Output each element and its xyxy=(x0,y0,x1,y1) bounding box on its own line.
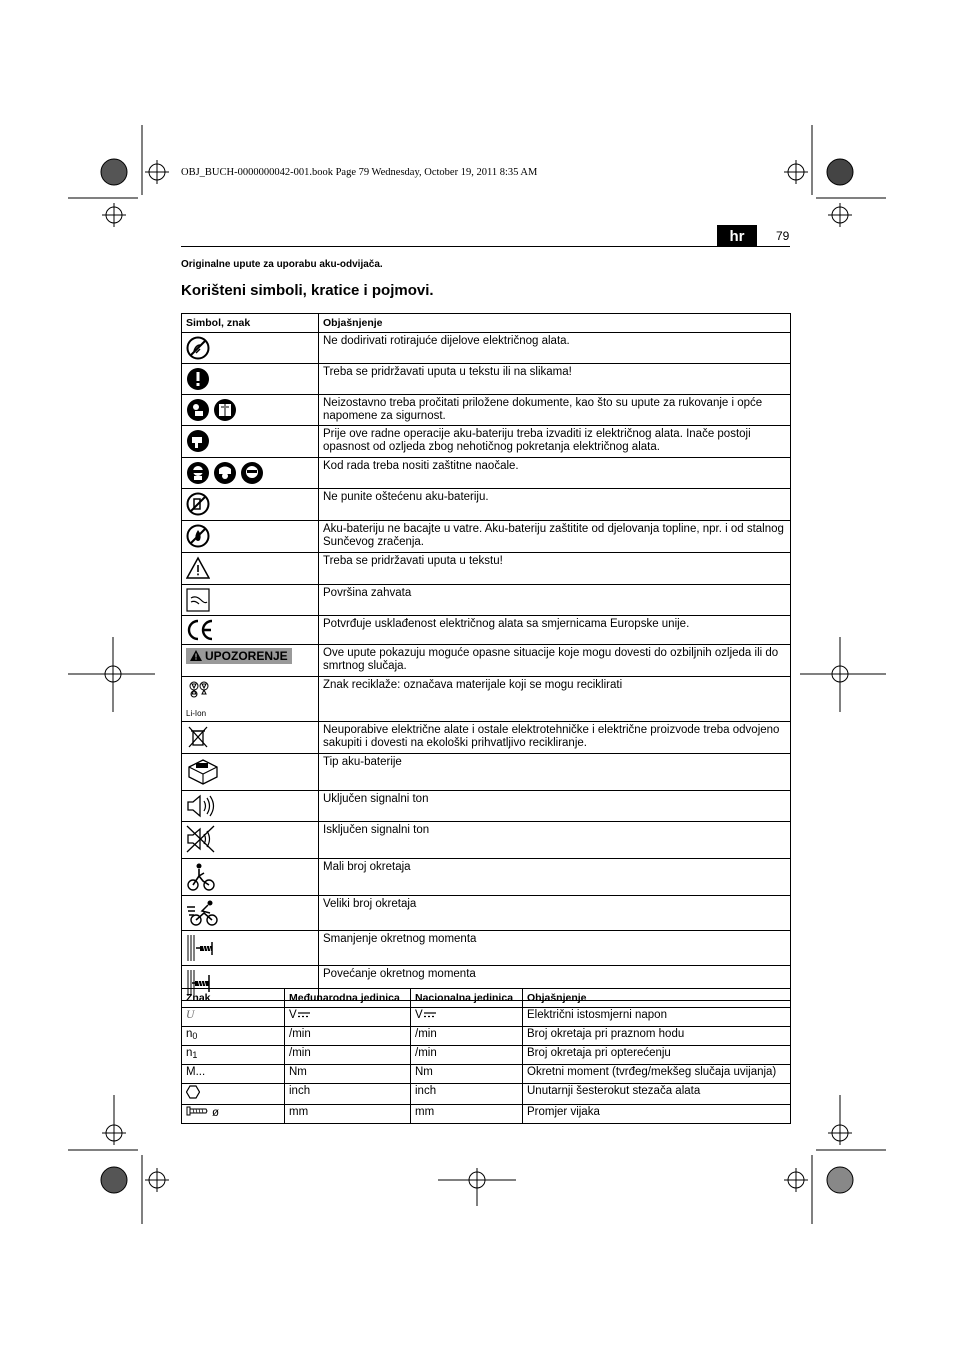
exclamation-icon xyxy=(186,367,213,379)
table-row xyxy=(182,859,791,896)
symbol-cell xyxy=(182,395,319,426)
symbol-cell xyxy=(182,677,319,722)
screw-icon xyxy=(186,1107,208,1119)
symbol-cell xyxy=(182,859,319,896)
torque-low-icon xyxy=(186,934,223,946)
table-row xyxy=(182,1084,791,1105)
sign-cell xyxy=(182,1027,285,1046)
symbol-cell xyxy=(182,791,319,822)
grip-surface-icon xyxy=(186,588,213,600)
explanation-cell: Neuporabive električne alate i ostale elektrotehničke i električne proizvode treba odvojeno sakupiti i dovesti na ekološki prihvatljivo recikliranje. xyxy=(319,722,791,754)
icon-label: Li-Ion xyxy=(186,709,207,718)
explanation-cell: Površina zahvata xyxy=(319,585,791,616)
language-badge: hr xyxy=(717,225,757,247)
goggles-icon xyxy=(240,461,267,473)
no-touch-rotating-icon xyxy=(186,336,213,348)
sign-text: ø xyxy=(212,1107,220,1119)
explanation-cell: Smanjenje okretnog momenta xyxy=(319,931,791,966)
explanation-cell: Ne dodirivati rotirajuće dijelove električnog alata. xyxy=(319,333,791,364)
table-row xyxy=(182,1027,791,1046)
safety-glasses-icon xyxy=(186,461,213,473)
table-row xyxy=(182,677,791,722)
symbols-table xyxy=(181,313,791,1001)
symbol-cell xyxy=(182,822,319,859)
header-rule xyxy=(181,246,790,247)
torque-high-icon xyxy=(186,969,223,981)
table-row xyxy=(182,333,791,364)
explanation-cell: Tip aku-baterije xyxy=(319,754,791,791)
sign-cell xyxy=(182,1105,285,1124)
table-row xyxy=(182,822,791,859)
table-row xyxy=(182,364,791,395)
national-unit-cell xyxy=(411,1065,523,1084)
table-row xyxy=(182,791,791,822)
symbol-cell xyxy=(182,896,319,931)
symbols-table-header xyxy=(182,314,791,333)
table-row xyxy=(182,645,791,677)
page-number: 79 xyxy=(776,229,790,243)
battery-pack-icon xyxy=(186,757,223,769)
table-row xyxy=(182,395,791,426)
symbol-cell xyxy=(182,458,319,489)
sign-cell xyxy=(182,1084,285,1105)
warning-triangle-icon xyxy=(190,649,205,663)
table-row xyxy=(182,931,791,966)
table-row xyxy=(182,1046,791,1065)
unit-text: inch xyxy=(289,1085,311,1097)
symbol-cell xyxy=(182,645,319,677)
no-charge-damaged-battery-icon xyxy=(186,492,213,504)
warning-badge: UPOZORENJE xyxy=(205,649,288,663)
units-table-header xyxy=(182,989,791,1008)
column-header: Međunarodna jedinica xyxy=(285,989,411,1008)
crossed-bin-icon xyxy=(186,725,213,737)
symbol-cell xyxy=(182,364,319,395)
sign-subscript: 1 xyxy=(192,1050,198,1060)
ce-mark-icon xyxy=(186,619,217,631)
column-header: Znak xyxy=(182,989,285,1008)
sign-cell xyxy=(182,1065,285,1084)
table-row xyxy=(182,1008,791,1027)
sign-subscript: 0 xyxy=(192,1031,198,1041)
table-row xyxy=(182,489,791,521)
unit-text: V xyxy=(415,1009,423,1021)
speaker-on-icon xyxy=(186,794,219,806)
national-unit-cell xyxy=(411,1027,523,1046)
explanation-cell: Električni istosmjerni napon xyxy=(523,1008,791,1027)
explanation-cell: Potvrđuje usklađenost električnog alata sa smjernicama Europske unije. xyxy=(319,616,791,645)
book-icon xyxy=(213,398,240,410)
sign-text: n xyxy=(186,1047,193,1059)
sign-text: M... xyxy=(186,1066,206,1078)
national-unit-cell xyxy=(411,1046,523,1065)
table-row xyxy=(182,553,791,585)
explanation-cell: Broj okretaja pri opterećenju xyxy=(523,1046,791,1065)
table-row xyxy=(182,521,791,553)
table-row xyxy=(182,1105,791,1124)
explanation-cell: Isključen signalni ton xyxy=(319,822,791,859)
explanation-cell: Znak reciklaže: označava materijale koji se mogu reciklirati xyxy=(319,677,791,722)
explanation-cell: Ne punite oštećenu aku-bateriju. xyxy=(319,489,791,521)
slow-bicycle-icon xyxy=(186,862,219,874)
explanation-cell: Okretni moment (tvrđeg/mekšeg slučaja uvijanja) xyxy=(523,1065,791,1084)
international-unit-cell xyxy=(285,1027,411,1046)
column-header: Objašnjenje xyxy=(523,989,791,1008)
column-header: Simbol, znak xyxy=(182,314,319,333)
unit-text: /min xyxy=(289,1028,311,1040)
table-row xyxy=(182,1065,791,1084)
symbol-cell xyxy=(182,931,319,966)
unit-text: mm xyxy=(289,1106,309,1118)
unit-text: inch xyxy=(415,1085,437,1097)
explanation-cell: Aku-bateriju ne bacajte u vatre. Aku-bateriju zaštitite od djelovanja topline, npr. i od stalnog Sunčevog zračenja. xyxy=(319,521,791,553)
explanation-cell: Kod rada treba nositi zaštitne naočale. xyxy=(319,458,791,489)
symbol-cell xyxy=(182,521,319,553)
table-row xyxy=(182,585,791,616)
column-header: Nacionalna jedinica xyxy=(411,989,523,1008)
table-row xyxy=(182,458,791,489)
hexagon-icon xyxy=(186,1090,200,1102)
explanation-cell: Treba se pridržavati uputa u tekstu ili na slikama! xyxy=(319,364,791,395)
international-unit-cell xyxy=(285,1084,411,1105)
symbol-cell xyxy=(182,754,319,791)
recycle-li-ion-icon xyxy=(186,680,215,692)
unit-text: mm xyxy=(415,1106,435,1118)
national-unit-cell xyxy=(411,1084,523,1105)
dc-symbol-icon xyxy=(423,1009,436,1021)
explanation-cell: Veliki broj okretaja xyxy=(319,896,791,931)
international-unit-cell xyxy=(285,1105,411,1124)
read-manual-icon xyxy=(186,398,213,410)
symbol-cell xyxy=(182,553,319,585)
sign-cell xyxy=(182,1008,285,1027)
unit-text: /min xyxy=(415,1028,437,1040)
explanation-cell: Mali broj okretaja xyxy=(319,859,791,896)
sign-text: n xyxy=(186,1028,193,1040)
table-row xyxy=(182,754,791,791)
symbol-cell xyxy=(182,426,319,458)
explanation-cell: Povećanje okretnog momenta xyxy=(319,966,791,1001)
page-title: Korišteni simboli, kratice i pojmovi. xyxy=(181,282,434,299)
print-header: OBJ_BUCH-0000000042-001.book Page 79 Wednesday, October 19, 2011 8:35 AM xyxy=(181,167,538,178)
national-unit-cell xyxy=(411,1105,523,1124)
explanation-cell: Treba se pridržavati uputa u tekstu! xyxy=(319,553,791,585)
symbol-cell xyxy=(182,585,319,616)
symbol-cell xyxy=(182,489,319,521)
national-unit-cell xyxy=(411,1008,523,1027)
symbol-cell xyxy=(182,722,319,754)
explanation-cell: Uključen signalni ton xyxy=(319,791,791,822)
warning-triangle-icon xyxy=(186,556,213,568)
remove-battery-icon xyxy=(186,429,213,441)
dc-symbol-icon xyxy=(297,1009,310,1021)
unit-text: Nm xyxy=(289,1066,307,1078)
unit-text: /min xyxy=(289,1047,311,1059)
table-row xyxy=(182,896,791,931)
explanation-cell: Unutarnji šesterokut stezača alata xyxy=(523,1084,791,1105)
subtitle: Originalne upute za uporabu aku-odvijača. xyxy=(181,259,383,270)
explanation-cell: Promjer vijaka xyxy=(523,1105,791,1124)
fast-bicycle-icon xyxy=(186,899,223,911)
explanation-cell: Broj okretaja pri praznom hodu xyxy=(523,1027,791,1046)
explanation-cell: Prije ove radne operacije aku-bateriju treba izvaditi iz električnog alata. Inače postoji opasnost od ozljeda zbog nehotičnog pokretanja električnog alata. xyxy=(319,426,791,458)
no-fire-icon xyxy=(186,524,213,536)
sign-cell xyxy=(182,1046,285,1065)
international-unit-cell xyxy=(285,1046,411,1065)
unit-text: Nm xyxy=(415,1066,433,1078)
unit-text: /min xyxy=(415,1047,437,1059)
upozorenje-label xyxy=(186,648,292,664)
international-unit-cell xyxy=(285,1065,411,1084)
units-table xyxy=(181,988,791,1124)
table-row xyxy=(182,616,791,645)
speaker-off-icon xyxy=(186,825,219,837)
unit-text: V xyxy=(289,1009,297,1021)
explanation-cell: Neizostavno treba pročitati priložene dokumente, kao što su upute za rukovanje i opće napomene za sigurnost. xyxy=(319,395,791,426)
sign-text: U xyxy=(186,1009,195,1021)
table-row xyxy=(182,722,791,754)
table-row xyxy=(182,426,791,458)
explanation-cell: Ove upute pokazuju moguće opasne situacije koje mogu dovesti do ozbiljnih ozljeda ili do smrtnog slučaja. xyxy=(319,645,791,677)
symbol-cell xyxy=(182,616,319,645)
international-unit-cell xyxy=(285,1008,411,1027)
symbol-cell xyxy=(182,333,319,364)
column-header: Objašnjenje xyxy=(319,314,791,333)
face-shield-icon xyxy=(213,461,240,473)
